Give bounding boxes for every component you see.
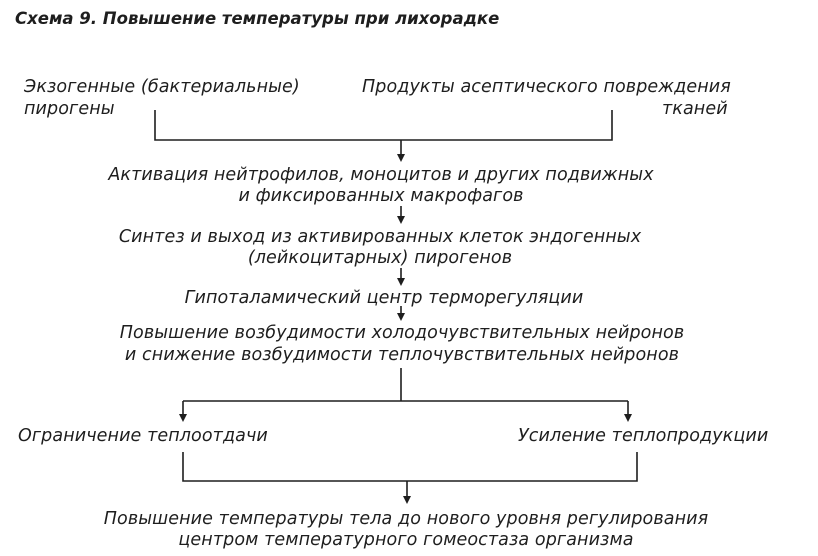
node-synthesis-line2: (лейкоцитарных) пирогенов xyxy=(247,248,513,268)
node-synthesis-line1: Синтез и выход из активированных клеток эндогенных xyxy=(118,227,642,247)
diagram-title: Схема 9. Повышение температуры при лихорадке xyxy=(15,9,500,28)
node-heat-production: Усиление теплопродукции xyxy=(518,426,769,446)
arrow-to-result-head xyxy=(403,496,411,504)
node-exogenous-pyrogens-line1: Экзогенные (бактериальные) xyxy=(24,77,300,97)
node-excitability-line2: и снижение возбудимости теплочувствительных нейронов xyxy=(124,345,680,365)
arrow-to-activation-head xyxy=(397,154,405,162)
split-left-head xyxy=(179,414,187,422)
sources-merge-bracket xyxy=(155,110,612,140)
branches-merge-bracket xyxy=(183,452,637,481)
arrow-to-synthesis-head xyxy=(397,216,405,224)
node-activation-line1: Активация нейтрофилов, моноцитов и других подвижных xyxy=(108,165,654,185)
split-right-head xyxy=(624,414,632,422)
node-aseptic-damage-line2: тканей xyxy=(662,99,728,119)
node-result-line2: центром температурного гомеостаза организма xyxy=(178,530,634,550)
node-exogenous-pyrogens-line2: пирогены xyxy=(24,99,115,119)
arrow-to-excitability-head xyxy=(397,313,405,321)
node-aseptic-damage-line1: Продукты асептического повреждения xyxy=(362,77,731,97)
node-heat-loss-limit: Ограничение теплоотдачи xyxy=(18,426,268,446)
arrow-to-hypothalamic-head xyxy=(397,278,405,286)
node-hypothalamic-center: Гипоталамический центр терморегуляции xyxy=(184,288,584,308)
node-excitability-line1: Повышение возбудимости холодочувствительных нейронов xyxy=(119,323,685,343)
node-activation-line2: и фиксированных макрофагов xyxy=(238,186,524,206)
node-result-line1: Повышение температуры тела до нового уровня регулирования xyxy=(103,509,709,529)
